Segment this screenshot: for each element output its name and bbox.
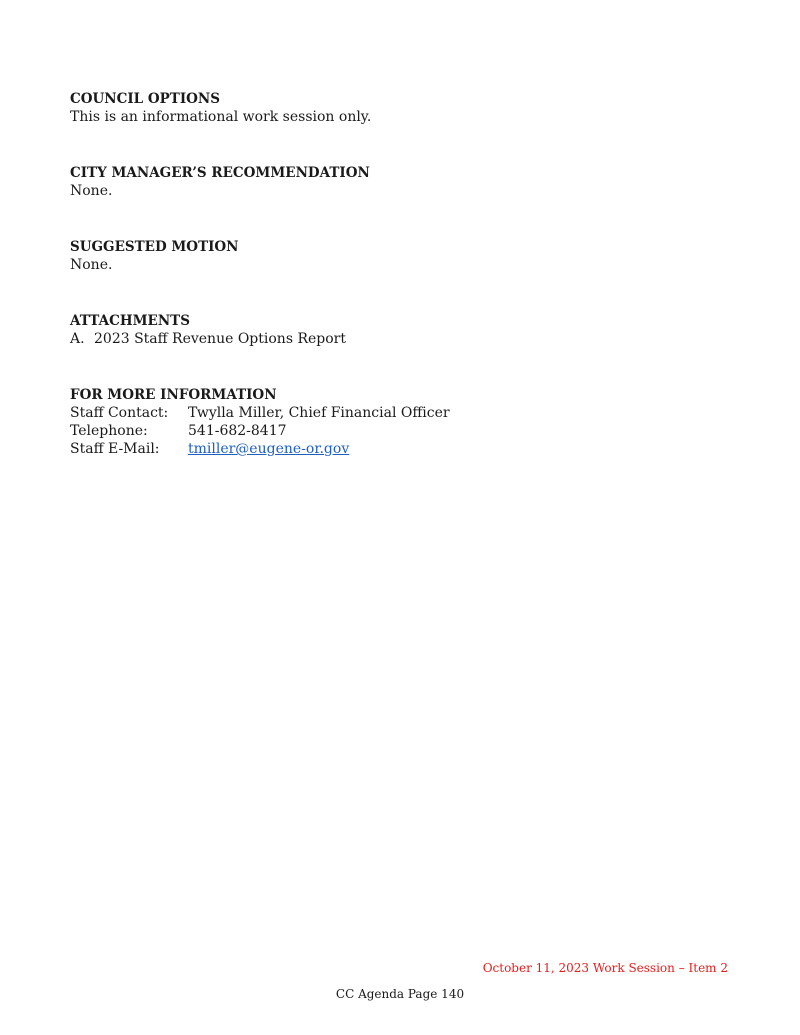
council-options-heading: COUNCIL OPTIONS bbox=[70, 91, 220, 107]
email-label: Staff E-Mail: bbox=[70, 441, 160, 457]
attachment-item bbox=[70, 330, 730, 348]
footer-session-label: October 11, 2023 Work Session – Item 2 bbox=[482, 961, 728, 975]
attachment-letter: A. bbox=[70, 331, 85, 347]
attachment-title: 2023 Staff Revenue Options Report bbox=[94, 331, 346, 347]
info-row-staff-contact bbox=[70, 404, 730, 422]
telephone-value: 541-682-8417 bbox=[188, 423, 287, 439]
staff-contact-label: Staff Contact: bbox=[70, 405, 169, 421]
suggested-motion-section bbox=[70, 238, 730, 274]
more-info-heading: FOR MORE INFORMATION bbox=[70, 387, 277, 403]
staff-contact-value: Twylla Miller, Chief Financial Officer bbox=[188, 405, 450, 421]
suggested-motion-text: None. bbox=[70, 257, 113, 273]
recommendation-section bbox=[70, 164, 730, 200]
document-page bbox=[70, 90, 730, 496]
telephone-label: Telephone: bbox=[70, 423, 148, 439]
footer-page-number: CC Agenda Page 140 bbox=[335, 987, 465, 1001]
info-row-email bbox=[70, 440, 730, 458]
suggested-motion-heading: SUGGESTED MOTION bbox=[70, 239, 239, 255]
attachments-section bbox=[70, 312, 730, 348]
email-link[interactable]: tmiller@eugene-or.gov bbox=[188, 441, 350, 457]
recommendation-text: None. bbox=[70, 183, 113, 199]
attachments-heading: ATTACHMENTS bbox=[70, 313, 190, 329]
recommendation-heading: CITY MANAGER’S RECOMMENDATION bbox=[70, 165, 370, 181]
more-info-section bbox=[70, 386, 730, 458]
info-row-telephone bbox=[70, 422, 730, 440]
council-options-text: This is an informational work session only. bbox=[70, 109, 372, 125]
council-options-section bbox=[70, 90, 730, 126]
email-value-wrapper bbox=[188, 440, 349, 458]
